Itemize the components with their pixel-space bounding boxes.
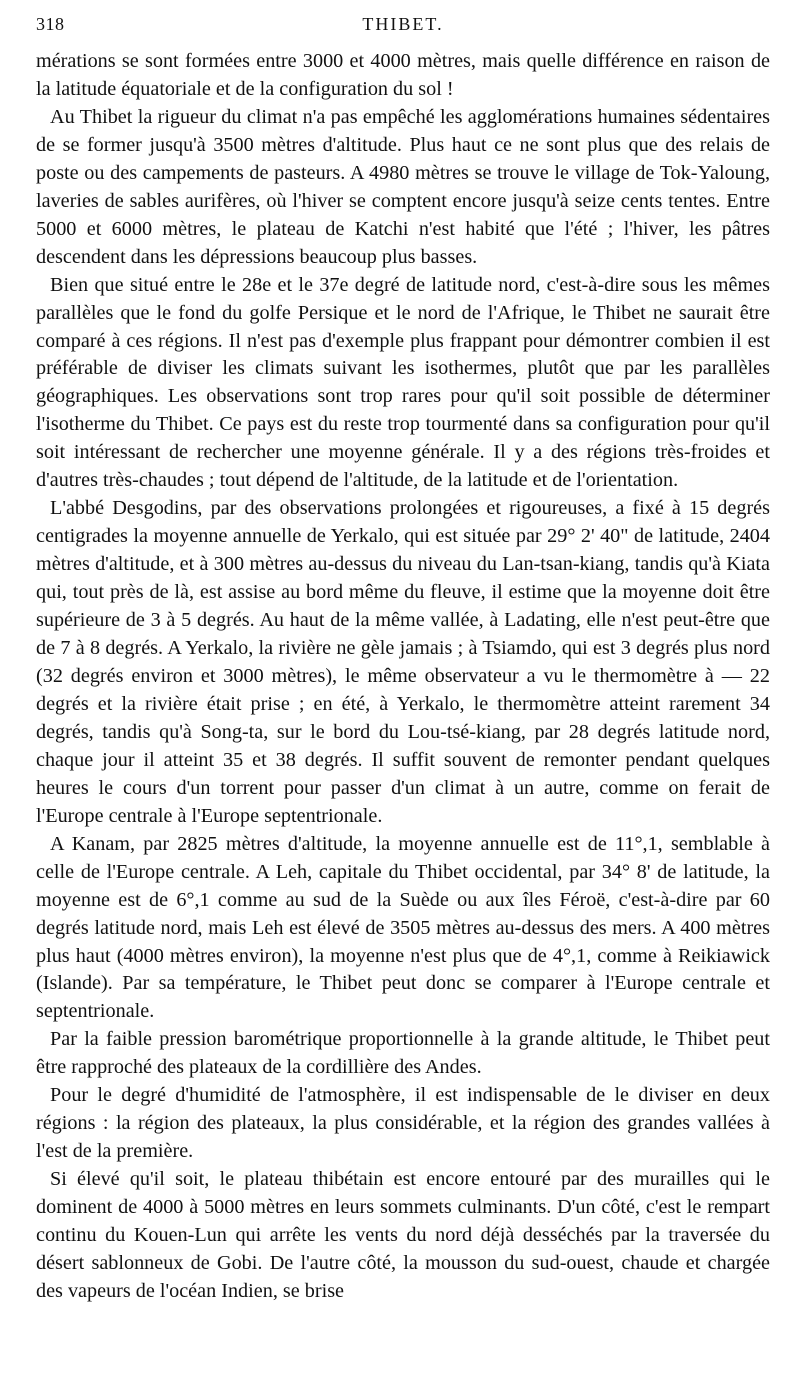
paragraph-barometric-pressure: Par la faible pression barométrique proportionnelle à la grande altitude, le Thibet peut être rapproché des plateaux de la cordillière des Andes. xyxy=(36,1028,770,1079)
paragraph-continuation: mérations se sont formées entre 3000 et 4000 mètres, mais quelle différence en raison de la latitude équatoriale et de la configuration du sol ! xyxy=(36,50,770,100)
paragraph-kanam-leh: A Kanam, par 2825 mètres d'altitude, la moyenne annuelle est de 11°,1, semblable à celle de l'Europe centrale. A Leh, capitale du Thibet occidental, par 34° 8' de latitude, la moyenne est de 6°,1 comme au sud de la Suède ou aux îles Féroë, c'est-à-dire par 60 degrés latitude nord, mais Leh est élevé de 3505 mètres au-dessus des mers. A 400 mètres plus haut (4000 mètres environ), la moyenne n'est plus que de 4°,1, comme à Reikiawick (Islande). Par sa température, le Thibet peut donc se comparer à l'Europe centrale et septentrionale. xyxy=(36,832,770,1023)
body-text xyxy=(36,48,770,1306)
paragraph-latitude-isotherms: Bien que situé entre le 28e et le 37e degré de latitude nord, c'est-à-dire sous les mêmes parallèles que le fond du golfe Persique et le nord de l'Afrique, le Thibet ne saurait être comparé à ces régions. Il n'est pas d'exemple plus frappant pour démontrer combien il est préférable de diviser les climats suivant les isothermes, plutôt que par les parallèles géographiques. Les observations sont trop rares pour qu'il soit possible de déterminer l'isotherme du Thibet. Ce pays est du reste trop tourmenté dans sa configuration pour qu'il soit intéressant de rechercher une moyenne générale. Il y a des régions très-froides et d'autres très-chaudes ; tout dépend de l'altitude, de la latitude et de l'orientation. xyxy=(36,273,770,492)
running-title: THIBET. xyxy=(362,14,444,34)
paragraph-desgodins-observations: L'abbé Desgodins, par des observations prolongées et rigoureuses, a fixé à 15 degrés centigrades la moyenne annuelle de Yerkalo, qui est située par 29° 2' 40" de latitude, 2404 mètres d'altitude, et à 300 mètres au-dessus du niveau du Lan-tsan-kiang, tandis qu'à Kiata qui, tout près de là, est assise au bord même du fleuve, il estime que la moyenne doit être supérieure de 3 à 5 degrés. Au haut de la même vallée, à Ladating, elle n'est peut-être que de 7 à 8 degrés. A Yerkalo, la rivière ne gèle jamais ; à Tsiamdo, qui est 3 degrés plus nord (32 degrés environ et 3000 mètres), le même observateur a vu le thermomètre à — 22 degrés et la rivière était prise ; en été, à Yerkalo, le thermomètre atteint rarement 34 degrés, tandis qu'à Song-ta, sur le bord du Lou-tsé-kiang, par 28 degrés latitude nord, chaque jour il atteint 35 et 38 degrés. Il suffit souvent de remonter pendant quelques heures le cours d'un torrent pour passer d'un climat à un autre, comme on ferait de l'Europe centrale à l'Europe septentrionale. xyxy=(36,497,770,827)
running-header xyxy=(36,14,770,48)
paragraph-human-settlements: Au Thibet la rigueur du climat n'a pas empêché les agglomérations humaines sédentaires de se former jusqu'à 3500 mètres d'altitude. Plus haut ce ne sont plus que des relais de poste ou des campements de pasteurs. A 4980 mètres se trouve le village de Tok-Yaloung, laveries de sables aurifères, où l'hiver se comptent encore jusqu'à seize cents tentes. Entre 5000 et 6000 mètres, le plateau de Katchi n'est habité que l'été ; l'hiver, les pâtres descendent dans les dépressions beaucoup plus basses. xyxy=(36,105,770,268)
paragraph-humidity: Pour le degré d'humidité de l'atmosphère, il est indispensable de le diviser en deux régions : la région des plateaux, la plus considérable, et la région des grandes vallées à l'est de la première. xyxy=(36,1084,770,1163)
page-number: 318 xyxy=(36,14,65,34)
paragraph-surrounding-ranges: Si élevé qu'il soit, le plateau thibétain est encore entouré par des murailles qui le dominent de 4000 à 5000 mètres en leurs sommets culminants. D'un côté, c'est le rempart continu du Kouen-Lun qui arrête les vents du nord déjà desséchés par la traversée du désert sablonneux de Gobi. De l'autre côté, la mousson du sud-ouest, chaude et chargée des vapeurs de l'océan Indien, se brise xyxy=(36,1168,770,1302)
